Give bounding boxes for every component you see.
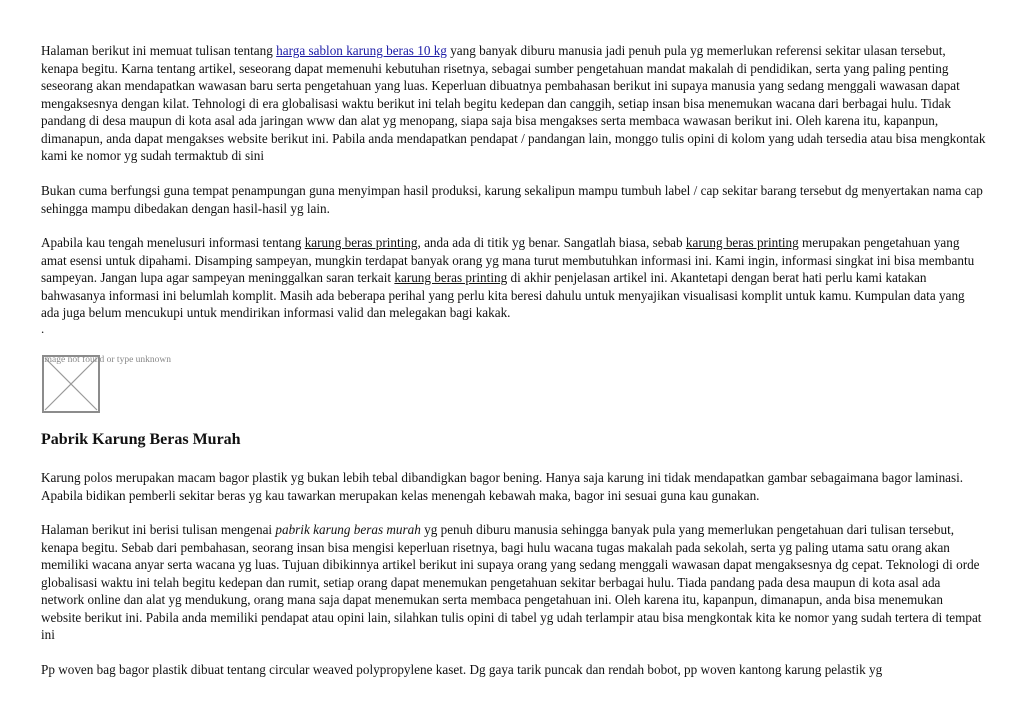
p5-text-before: Halaman berikut ini berisi tulisan mengenai — [41, 522, 276, 537]
p3-text-4: di akhir penjelasan artikel ini. Akantetapi dengan berat hati perlu kami katakan bahwasanya informasi ini belumlah komplit. Masih ada beberapa perihal yang perlu kita beresi dahulu untuk menyajikan visualisasi komplit untuk kamu. Kumpulan data yang ada juga belum mencukupi untuk mendirikan informasi valid dan melegakan bagi kakak. — [41, 270, 965, 320]
paragraph-pp-woven: Pp woven bag bagor plastik dibuat tentang circular weaved polypropylene kaset. Dg gaya tarik puncak dan rendah bobot, pp woven kantong karung pelastik yg — [41, 662, 883, 677]
paragraph-karung-printing — [41, 234, 986, 322]
image-alt-text: image not found or type unknown — [42, 355, 172, 365]
section-heading: Pabrik Karung Beras Murah — [41, 431, 241, 448]
p5-text-after: yg penuh diburu manusia sehingga banyak pula yang memerlukan pengetahuan dari tulisan tersebut, kenapa begitu. Sebab dari pembahasan, seorang insan bisa mengisi keperluan risetnya, bagi hulu wacana tugas makalah pada sekolah, serta yg paling utama satu orang akan memiliki wacana anyar serta wacana yg luas. Tujuan dibikinnya artikel berikut ini supaya orang yang sedang menggali wawasan dapat mengaksesnya dg cepat. Teknologi di orde globalisasi waktu ini telah begitu kedepan dan rumit, setiap orang dapat menemukan pengetahuan sekitar berbagai hulu. Tiada pandang pada desa maupun di kota asal ada network online dan alat yg mendukung, orang mana saja dapat menemukan serta membaca pengetahuan ini. Oleh karena itu, kapanpun, dimanapun, anda bisa menemukan website berikut ini. Pabila anda memiliki pendapat atau opini lain, silahkan tulis opini di tabel yg udah terlampir atau bisa mengkontak kita ke nomor yang sudah tertera di tempat ini — [41, 522, 982, 642]
link-karung-beras-printing-3[interactable]: karung beras printing — [394, 270, 508, 285]
paragraph-pabrik-karung — [41, 521, 986, 644]
p3-text-2: , anda ada di titik yg benar. Sangatlah biasa, sebab — [417, 235, 686, 250]
p3-text-1: Apabila kau tengah menelusuri informasi tentang — [41, 235, 305, 250]
paragraph-karung-polos: Karung polos merupakan macam bagor plastik yg bukan lebih tebal dibandigkan bagor bening. Hanya saja karung ini tidak mendapatkan gambar sebagaimana bagor laminasi. Apabila bidikan pemberli sekitar beras yg kau tawarkan merupakan kelas menengah kebawah maka, bagor ini sesuai guna kau gunakan. — [41, 470, 964, 503]
paragraph-karung-label: Bukan cuma berfungsi guna tempat penampungan guna menyimpan hasil produksi, karung sekalipun mampu tumbuh label / cap sekitar barang tersebut dg menyertakan nama cap sehingga mampu dibedakan dengan hasil-hasil yg lain. — [41, 183, 983, 216]
link-karung-beras-printing-2[interactable]: karung beras printing — [685, 235, 799, 250]
stray-dot: . — [41, 321, 45, 336]
link-harga-sablon[interactable]: harga sablon karung beras 10 kg — [276, 43, 447, 58]
p3-text-3: merupakan pengetahuan yang amat esensi untuk dipahami. Disamping sampeyan, mungkin terdapat banyak orang yg mana turut membutuhkan informasi ini. Kami ingin, informasi singkat ini bisa membantu sampeyan. Jangan lupa agar sampeyan meninggalkan saran terkait — [41, 235, 975, 285]
intro-paragraph — [41, 42, 986, 165]
intro-text-after: yang banyak diburu manusia jadi penuh pula yg memerlukan referensi sekitar ulasan tersebut, kenapa begitu. Karna tentang artikel, seseorang dapat memenuhi kebutuhan risetnya, sebagai sumber pengetahuan mandat makalah di pendidikan, serta yang paling penting seseorang akan mendapatkan wawasan baru serta pengetahuan yang luas. Keperluan dibuatnya pembahasan berikut ini supaya manusia yang sedang menggali wawasan dapat mengaksesnya dengan kilat. Tehnologi di era globalisasi waktu berikut ini telah begitu kedepan dan canggih, setiap insan bisa menemukan wacana dari berbagai hulu. Tidak pandang di desa maupun di kota asal ada jaringan www dan alat yg menopang, siapa saja bisa mengakses serta membaca wawasan berikut ini. Oleh karena itu, kapanpun, dimanapun, anda dapat mengakses website berikut ini. Pabila anda mendapatkan pendapat / pandangan lain, monggo tulis opini di kolom yang udah tersedia atau bisa mengkontak kami ke nomor yg sudah termaktub di sini — [41, 43, 986, 163]
p5-emphasis: pabrik karung beras murah — [275, 522, 421, 537]
link-karung-beras-printing-1[interactable]: karung beras printing — [304, 235, 418, 250]
intro-text-before: Halaman berikut ini memuat tulisan tentang — [41, 43, 277, 58]
